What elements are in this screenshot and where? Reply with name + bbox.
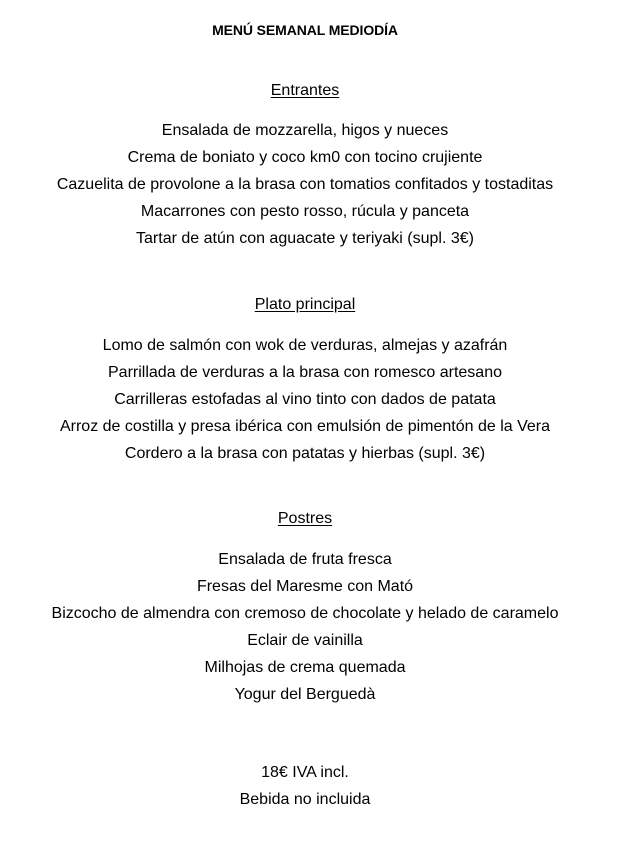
menu-item: Bizcocho de almendra con cremoso de chocolate y helado de caramelo (51, 605, 559, 622)
menu-item: Cazuelita de provolone a la brasa con tomatios confitados y tostaditas (56, 176, 554, 193)
menu-item: Parrillada de verduras a la brasa con romesco artesano (108, 364, 502, 381)
menu-item: Eclair de vainilla (247, 632, 363, 649)
section-heading-postres: Postres (277, 510, 333, 527)
price-note: 18€ IVA incl. (261, 764, 349, 781)
menu-item: Milhojas de crema quemada (204, 659, 406, 676)
menu-item: Fresas del Maresme con Mató (196, 578, 414, 595)
menu-item: Cordero a la brasa con patatas y hierbas (supl. 3€) (124, 445, 486, 462)
section-heading-plato-principal: Plato principal (254, 296, 356, 313)
menu-item: Tartar de atún con aguacate y teriyaki (supl. 3€) (136, 230, 474, 247)
menu-title: MENÚ SEMANAL MEDIODÍA (212, 22, 398, 38)
menu-item: Ensalada de mozzarella, higos y nueces (161, 122, 449, 139)
menu-item: Lomo de salmón con wok de verduras, almejas y azafrán (102, 337, 508, 354)
drink-note: Bebida no incluida (239, 791, 371, 808)
menu-item: Yogur del Berguedà (234, 686, 376, 703)
section-heading-entrantes: Entrantes (270, 82, 340, 99)
menu-item: Arroz de costilla y presa ibérica con emulsión de pimentón de la Vera (59, 418, 551, 435)
menu-item: Carrilleras estofadas al vino tinto con dados de patata (114, 391, 496, 408)
menu-item: Macarrones con pesto rosso, rúcula y panceta (140, 203, 470, 220)
menu-item: Crema de boniato y coco km0 con tocino crujiente (127, 149, 483, 166)
menu-item: Ensalada de fruta fresca (218, 551, 392, 568)
